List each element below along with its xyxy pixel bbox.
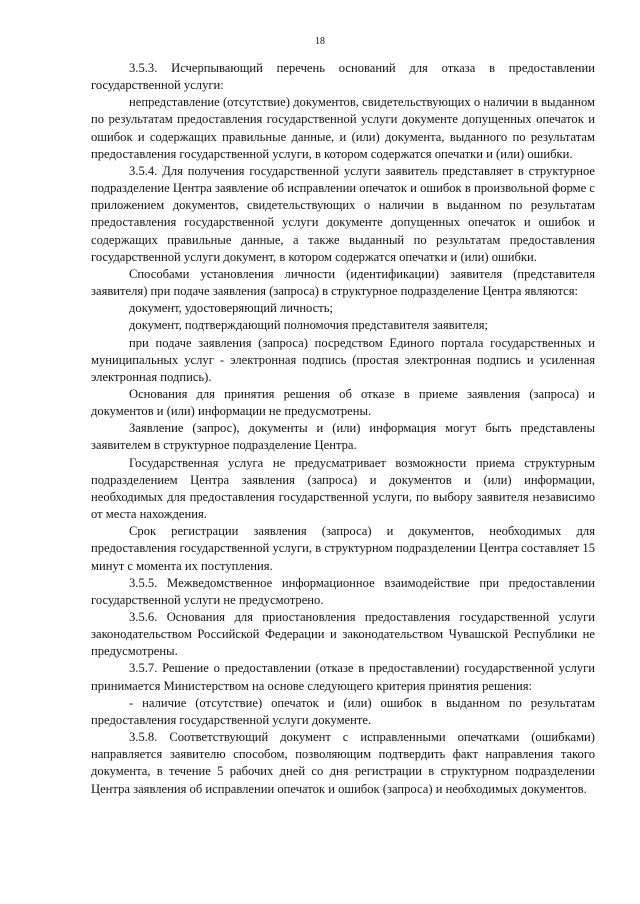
- paragraph-authority-document: документ, подтверждающий полномочия представителя заявителя;: [129, 318, 489, 333]
- document-body: [91, 60, 595, 798]
- page-number: 18: [315, 36, 325, 47]
- paragraph-3-5-4: 3.5.4. Для получения государственной услуги заявитель представляет в структурное подразделение Центра заявление об исправлении опечаток и ошибок в произвольной форме с приложением документов, свидетельствующих о наличии в выданном по результатам предоставления государственной услуги документе допущенных опечаток и ошибок и содержащих правильные данные, а также выданный по результатам предоставления государственной услуги документ, в котором содержатся опечатки и (или) ошибки.: [91, 163, 595, 264]
- paragraph-identification-methods: Способами установления личности (идентификации) заявителя (представителя заявителя) при подаче заявления (запроса) в структурное подразделение Центра являются:: [91, 266, 595, 299]
- paragraph-3-5-5: 3.5.5. Межведомственное информационное взаимодействие при предоставлении государственной услуги не предусмотрено.: [91, 575, 595, 607]
- paragraph-decision-criterion: - наличие (отсутствие) опечаток и (или) ошибок в выданном по результатам предоставления государственной услуги документе.: [91, 695, 595, 727]
- paragraph-3-5-6: 3.5.6. Основания для приостановления предоставления государственной услуги законодательством Российской Федерации и законодательством Чувашской Республики не предусмотрены.: [91, 610, 595, 659]
- paragraph-electronic-signature: при подаче заявления (запроса) посредством Единого портала государственных и муниципальных услуг - электронная подпись (простая электронная подпись и усиленная электронная подпись).: [91, 335, 595, 384]
- paragraph-extraterritorial: Государственная услуга не предусматривает возможности приема структурным подразделением Центра заявления (запроса) и документов и (или) информации, необходимых для предоставления государственной услуги, по выбору заявителя независимо от места нахождения.: [91, 455, 595, 522]
- paragraph-identity-document: документ, удостоверяющий личность;: [129, 301, 334, 316]
- paragraph-submission: Заявление (запрос), документы и (или) информация могут быть представлены заявителем в структурное подразделение Центра.: [91, 421, 595, 453]
- paragraph-3-5-3: 3.5.3. Исчерпывающий перечень оснований для отказа в предоставлении государственной услуги:: [91, 61, 595, 93]
- paragraph-no-refusal-grounds: Основания для принятия решения об отказе в приеме заявления (запроса) и документов и (или) информации не предусмотрены.: [91, 386, 595, 419]
- paragraph-refusal-ground: непредставление (отсутствие) документов, свидетельствующих о наличии в выданном по результатам предоставления государственной услуги документе допущенных опечаток и ошибок и содержащих правильные данные, и (или) документа, выданного по результатам предоставления государственной услуги, в котором содержатся опечатки и (или) ошибки.: [91, 95, 595, 161]
- paragraph-3-5-7: 3.5.7. Решение о предоставлении (отказе в предоставлении) государственной услуги принимается Министерством на основе следующего критерия принятия решения:: [91, 661, 595, 693]
- paragraph-3-5-8: 3.5.8. Соответствующий документ с исправленными опечатками (ошибками) направляется заявителю способом, позволяющим подтвердить факт направления такого документа, в течение 5 рабочих дней со дня регистрации в структурном подразделении Центра заявления об исправлении опечаток и ошибок (запроса) и необходимых документов.: [91, 730, 595, 796]
- paragraph-registration-term: Срок регистрации заявления (запроса) и документов, необходимых для предоставления государственной услуги, в структурном подразделении Центра составляет 15 минут с момента их поступления.: [91, 524, 595, 573]
